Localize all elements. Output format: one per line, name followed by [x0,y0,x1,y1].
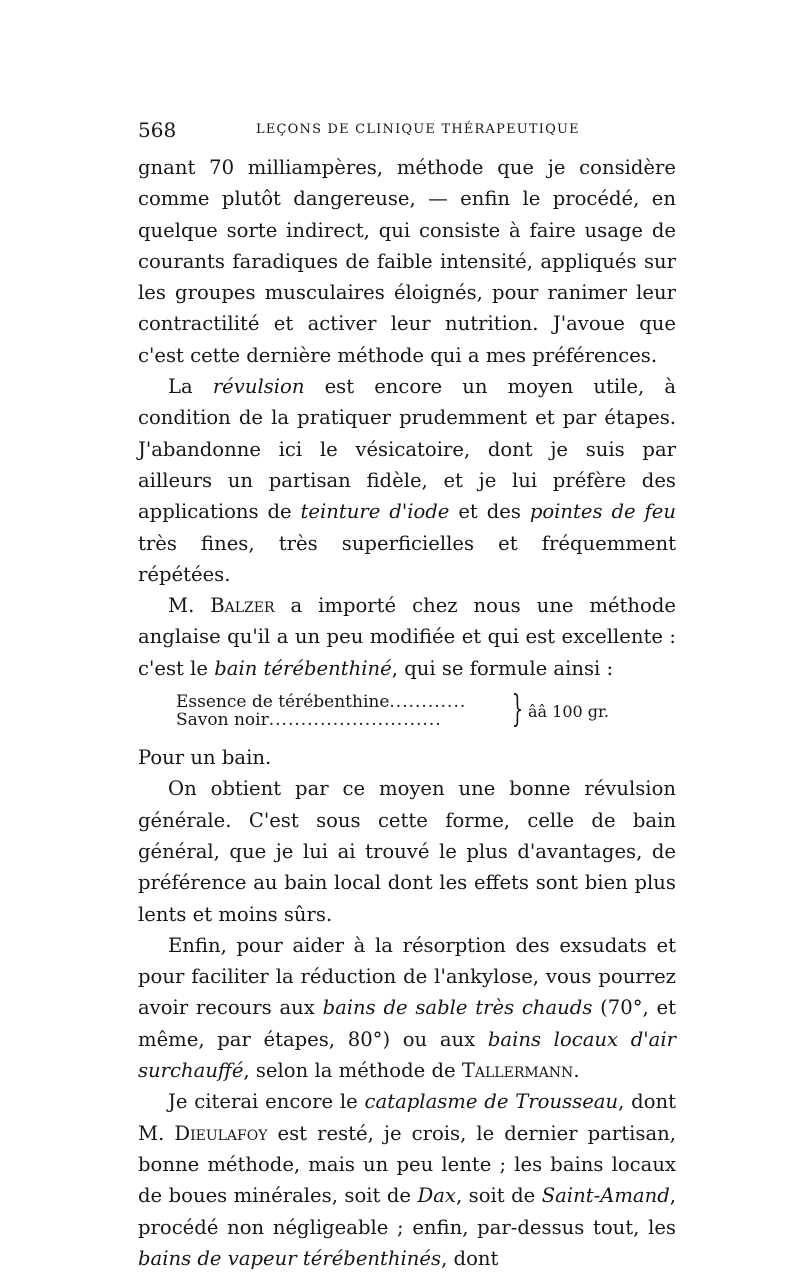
paragraph-revulsion-result: On obtient par ce moyen une bonne révulsion générale. C'est sous cette forme, celle de bain général, que je lui ai trouvé le plus d'avantages, de préférence au bain local dont les effets sont bien plus lents et moins sûrs. [138,777,676,926]
page-number: 568 [138,118,177,142]
paragraph-cataplasme: Je citerai encore le cataplasme de Trousseau, dont M. Dieulafoy est resté, je crois, le dernier partisan, bonne méthode, mais un peu lente ; les bains locaux de boues minérales, soit de Dax, soit de Saint-Amand, procédé non négligeable ; enfin, par-dessus tout, les bains de vapeur térébenthinés, dont [138,1090,676,1270]
paragraph-revulsion: La révulsion est encore un moyen utile, à condition de la pratiquer prudemment et par étapes. J'abandonne ici le vésicatoire, dont je suis par ailleurs un partisan fidèle, et je lui préfère des applications de teinture d'iode et des pointes de feu très fines, très superficielles et fréquemment répétées. [138,375,677,586]
formula-block [176,686,676,742]
paragraph-balzer: M. Balzer a importé chez nous une méthode anglaise qu'il a un peu modifiée et qui est excellente : c'est le bain térébenthiné, qui se formule ainsi : [138,594,676,680]
formula-brace: } [511,689,524,731]
formula-dose: ââ 100 gr. [528,702,610,722]
running-title: LEÇONS DE CLINIQUE THÉRAPEUTIQUE [256,122,580,137]
paragraph-continued: gnant 70 milliampères, méthode que je considère comme plutôt dangereuse, — enfin le procédé, en quelque sorte indirect, qui consiste à faire usage de courants faradiques de faible intensité, appliqués sur les groupes musculaires éloignés, pour ranimer leur contractilité et activer leur nutrition. J'avoue que c'est cette dernière méthode qui a mes préférences. [138,156,676,367]
formula-closing: Pour un bain. [138,746,272,770]
paragraph-exsudats: Enfin, pour aider à la résorption des exsudats et pour faciliter la réduction de l'ankylose, vous pourrez avoir recours aux bains de sable très chauds (70°, et même, par étapes, 80°) ou aux bains locaux d'air surchauffé, selon la méthode de Tallermann. [138,933,676,1083]
formula-item: Essence de térébenthine............ [176,692,467,713]
formula-item: Savon noir........................... [176,710,442,731]
body-text [138,152,676,1274]
page-header [138,118,678,142]
